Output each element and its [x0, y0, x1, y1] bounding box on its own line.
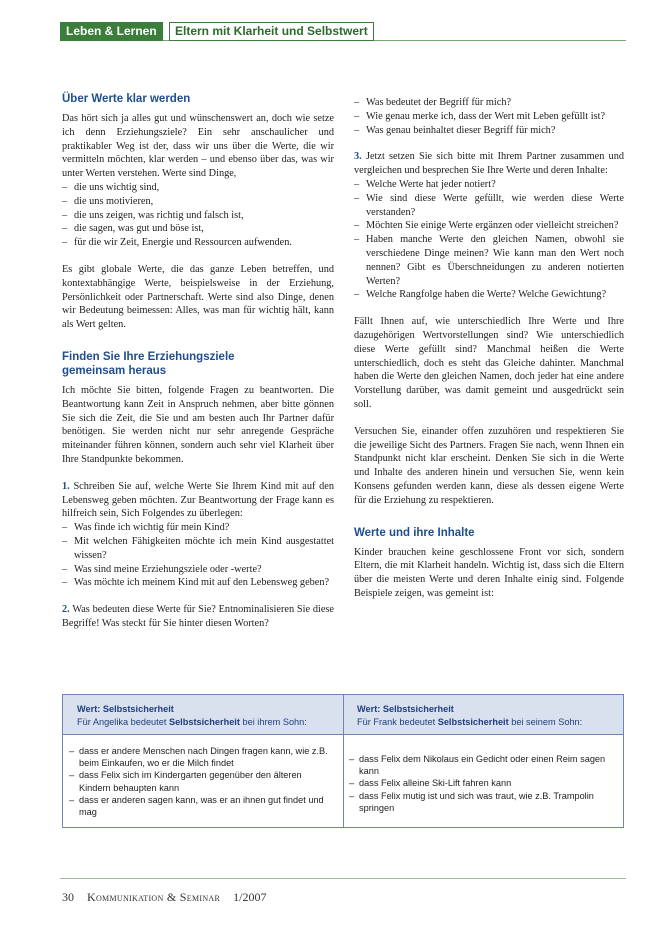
list-item: – Was finde ich wichtig für mein Kind?: [62, 521, 334, 535]
table-body-left: [69, 745, 331, 818]
list-fragen: [62, 521, 334, 590]
list-item: – für die wir Zeit, Energie und Ressourcen aufwenden.: [62, 236, 334, 250]
paragraph: Kinder brauchen keine geschlossene Front vor sich, sondern Eltern, die mit Klarheit handeln. Wichtig ist, dass sich die Eltern über die meisten Werte und deren Inhalte einig sind. Folgende Beispiele zeigen, was gemeint ist:: [354, 546, 624, 599]
list-item: – dass Felix mutig ist und sich was traut, wie z.B. Trampolin springen: [349, 790, 615, 814]
list-item: – die uns motivieren,: [62, 195, 334, 209]
list-item: – Welche Werte hat jeder notiert?: [354, 178, 624, 192]
step-3: [354, 150, 624, 178]
step-text: Schreiben Sie auf, welche Werte Sie Ihrem Kind mit auf den Lebensweg geben möchten. Zur Beantwortung der Frage kann es hilfreich sein, Sich Folgendes zu überlegen:: [62, 480, 335, 520]
paragraph: Fällt Ihnen auf, wie unterschiedlich Ihre Werte und Ihre dazugehörigen Wertvorstellungen sind? Wie unterschiedlich diese Werte gefüllt sind? Manchmal heißen die Werte unterschiedlich, doch es steht das Gleiche dahinter. Manchmal haben die Werte den gleichen Namen, doch jeder hat eine andere Vorstellung darüber, was damit gemeint und ausgedrückt sein soll.: [354, 316, 624, 410]
list-item: – Was möchte ich meinem Kind mit auf den Lebensweg geben?: [62, 576, 334, 590]
list-begriff: [354, 96, 624, 137]
list-vergleich: [354, 178, 624, 302]
right-column: [354, 96, 624, 601]
list-item: – Was sind meine Erziehungsziele oder -werte?: [62, 563, 334, 577]
heading-erziehungsziele: [62, 350, 334, 378]
subtitle-bold: Selbstsicherheit: [437, 717, 509, 727]
step-1: [62, 480, 334, 521]
paragraph: Es gibt globale Werte, die das ganze Leben betreffen, und kontextabhängige Werte, beispielsweise in der Erziehung, Persönlichkeit oder Partnerschaft. Werte sind also Dinge, denen wir Bedeutung beimessen: Alles, was man für wichtig hält, kann als Wert gelten.: [62, 263, 334, 331]
heading-line: gemeinsam heraus: [62, 364, 167, 377]
list-item: – dass Felix sich im Kindergarten gegenüber den älteren Kindern behaupten kann: [69, 769, 331, 793]
heading-werte-klar: Über Werte klar werden: [62, 93, 191, 105]
paragraph: Versuchen Sie, einander offen zuzuhören und respektieren Sie die jeweilige Sicht des Partners. Fragen Sie nach, wenn Ihnen ein Standpunkt nicht klar erscheint. Denken Sie sich in die Werte und Inhalte des anderen hinein und versuchen Sie, wenn kein Konsens gefunden werden kann, diese als dessen eigene Werte für die Erziehung zu respektieren.: [354, 425, 624, 506]
list-item: – Mit welchen Fähigkeiten möchte ich mein Kind ausgestattet wissen?: [62, 535, 334, 563]
list-item: – Welche Rangfolge haben die Werte? Welche Gewichtung?: [354, 288, 624, 302]
heading-line: Finden Sie Ihre Erziehungsziele: [62, 350, 235, 363]
table-subtitle: [357, 716, 613, 729]
list-item: – Haben manche Werte den gleichen Namen, obwohl sie verschiedene Dinge meinen? Wie kann man den Wert noch nennen? Gibt es Überschneidungen zu anderen notierten Werten?: [354, 233, 624, 288]
table-divider: [343, 695, 344, 827]
step-text: Was bedeuten diese Werte für Sie? Entnominalisieren Sie diese Begriffe! Was steckt für Sie hinter diesen Worten?: [62, 604, 334, 629]
list-item: – die sagen, was gut und böse ist,: [62, 222, 334, 236]
footer-rule: [60, 878, 626, 879]
paragraph: Ich möchte Sie bitten, folgende Fragen zu beantworten. Die Beantwortung kann Zeit in Anspruch nehmen, aber bitte gönnen Sie sich die Zeit, die Sie und am besten auch Ihr Partner dafür benötigen. Sie werden nicht nur sehr anregende Gespräche miteinander führen können, sondern auch sehr viel Klarheit über Ihre Standpunkte bekommen.: [62, 384, 334, 465]
table-title: Wert: Selbstsicherheit: [77, 704, 174, 714]
table-subtitle: [77, 716, 333, 729]
section-title: Eltern mit Klarheit und Selbstwert: [169, 22, 374, 41]
list-item: – Wie sind diese Werte gefüllt, wie werden diese Werte verstanden?: [354, 192, 624, 220]
step-number: 2.: [62, 604, 70, 616]
list-item: – Was genau beinhaltet dieser Begriff für mich?: [354, 124, 624, 138]
list-item: – Was bedeutet der Begriff für mich?: [354, 96, 624, 110]
section-tag: Leben & Lernen: [60, 22, 163, 41]
table-body-right: [349, 753, 615, 814]
subtitle-text: Für Frank bedeutet: [357, 717, 438, 727]
list-item: – dass Felix dem Nikolaus ein Gedicht oder einen Reim sagen kann: [349, 753, 615, 777]
footer: [62, 890, 266, 905]
page-number: 30: [62, 890, 74, 904]
table-title: Wert: Selbstsicherheit: [357, 704, 454, 714]
list-item: – Wie genau merke ich, dass der Wert mit Leben gefüllt ist?: [354, 110, 624, 124]
list-item: – die uns zeigen, was richtig und falsch ist,: [62, 209, 334, 223]
issue-number: 1/2007: [233, 890, 267, 904]
left-column: [62, 92, 334, 631]
heading-werte-inhalte: Werte und ihre Inhalte: [354, 526, 475, 539]
step-number: 1.: [62, 480, 70, 492]
magazine-name: Kommunikation & Seminar: [87, 890, 221, 904]
subtitle-text: bei ihrem Sohn:: [239, 717, 307, 727]
list-item: – dass er andere Menschen nach Dingen fragen kann, wie z.B. beim Einkaufen, wo er die Milch findet: [69, 745, 331, 769]
subtitle-bold: Selbstsicherheit: [168, 717, 240, 727]
subtitle-text: bei seinem Sohn:: [508, 717, 583, 727]
step-text: Jetzt setzen Sie sich bitte mit Ihrem Partner zusammen und vergleichen und besprechen Sie Ihre Werte und deren Inhalte:: [354, 151, 625, 177]
example-table: [62, 694, 624, 828]
list-item: – die uns wichtig sind,: [62, 181, 334, 195]
paragraph: Das hört sich ja alles gut und wünschenswert an, doch wie setze ich denn Erziehungsziele? Ein sehr anschaulicher und praktikabler Weg ist der, dass wir uns über die Werte, die wir vermitteln möchten, klar werden – und ebenso über das, was wir unter Werten verstehen. Werte sind Dinge,: [62, 113, 334, 180]
list-werte-sind: [62, 181, 334, 250]
list-item: – Möchten Sie einige Werte ergänzen oder vielleicht streichen?: [354, 219, 624, 233]
step-number: 3.: [354, 151, 362, 163]
subtitle-text: Für Angelika bedeutet: [77, 717, 169, 727]
list-item: – dass Felix alleine Ski-Lift fahren kann: [349, 777, 615, 789]
list-item: – dass er anderen sagen kann, was er an ihnen gut findet und mag: [69, 794, 331, 818]
table-header-right: [357, 703, 613, 729]
table-header-left: [77, 703, 333, 729]
step-2: [62, 603, 334, 631]
